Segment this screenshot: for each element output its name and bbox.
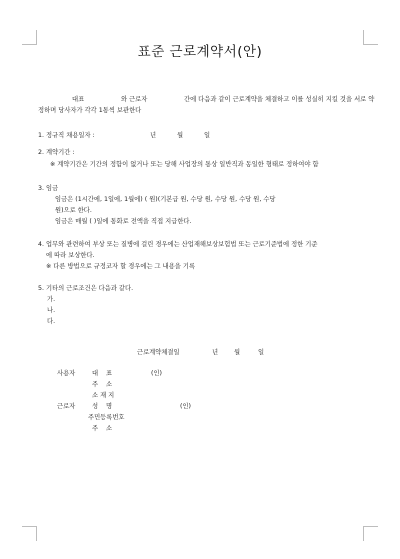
document-title: 표준 근로계약서(안) [137, 44, 263, 60]
intro-line-1: 간에 다음과 같이 근로계약을 체결하고 이를 성실히 지킬 것을 서로 약 [184, 96, 375, 103]
contract-date-day: 일 [258, 349, 265, 356]
worker-address-label-a: 주 [92, 425, 99, 432]
employer-rep-label-b: 표 [106, 370, 113, 377]
employer-seal-mark: (인) [151, 370, 162, 377]
worker-address-label-b: 소 [106, 425, 113, 432]
section-3-line-1: 임금은 (1시간에, 1일에, 1월에) ( 원)(기본급 원, 수당 원, 수당 원, 수당 원, 수당 [55, 196, 276, 203]
crop-mark-bottom-left [22, 526, 37, 541]
section-3-line-3: 임금은 매월 ( )일에 통화로 전액을 직접 지급한다. [55, 218, 192, 225]
section-5-item-ga: 가. [47, 296, 56, 303]
worker-id-label: 주민등록번호 [88, 414, 125, 421]
employer-label: 사용자 [57, 370, 76, 377]
employer-address-label-b: 소 [106, 381, 113, 388]
section-4-line-1: 4. 업무와 관련하여 부상 또는 질병에 걸린 경우에는 산업재해보상보험법 또는 근로기준법에 정한 기준 [38, 241, 318, 248]
worker-name-label-a: 성 [92, 403, 99, 410]
intro-party-employer: 대표 [72, 96, 85, 103]
section-1-year: 년 [150, 132, 157, 139]
section-1-month: 월 [177, 132, 184, 139]
employer-rep-label-a: 대 [92, 370, 99, 377]
intro-line-2: 정하며 당사자가 각각 1통씩 보관한다 [38, 107, 142, 114]
section-2-note: ※ 계약기간은 기간의 정함이 없거나 또는 당해 사업장의 통상 일반직과 동일한 형태로 정하여야 함 [50, 161, 319, 168]
contract-date-month: 월 [234, 349, 241, 356]
section-3-line-2: 원)으로 한다. [55, 207, 92, 214]
contract-date-year: 년 [212, 349, 219, 356]
employer-address-label-a: 주 [92, 381, 99, 388]
section-4-line-2: 에 따라 보상한다. [46, 252, 95, 259]
employer-location-label: 소 재 지 [92, 392, 115, 399]
worker-seal-mark: (인) [180, 403, 191, 410]
section-5-item-na: 나. [47, 307, 56, 314]
worker-label: 근로자 [57, 403, 76, 410]
crop-mark-bottom-right [363, 526, 378, 541]
section-3-heading: 3. 임금 [38, 185, 59, 192]
contract-date-label: 근로계약체결일 [137, 349, 180, 356]
section-2-heading: 2. 계약기간 : [38, 149, 75, 156]
intro-party-worker: 와 근로자 [121, 96, 148, 103]
section-4-note: ※ 다른 방법으로 규정코자 할 경우에는 그 내용을 기록 [46, 263, 196, 270]
section-1-day: 일 [204, 132, 211, 139]
section-5-heading: 5. 기타의 근로조건은 다음과 같다. [38, 285, 134, 292]
worker-name-label-b: 명 [106, 403, 113, 410]
section-5-item-da: 다. [47, 318, 56, 325]
section-1-heading: 1. 정규직 채용일자 : [38, 132, 95, 139]
